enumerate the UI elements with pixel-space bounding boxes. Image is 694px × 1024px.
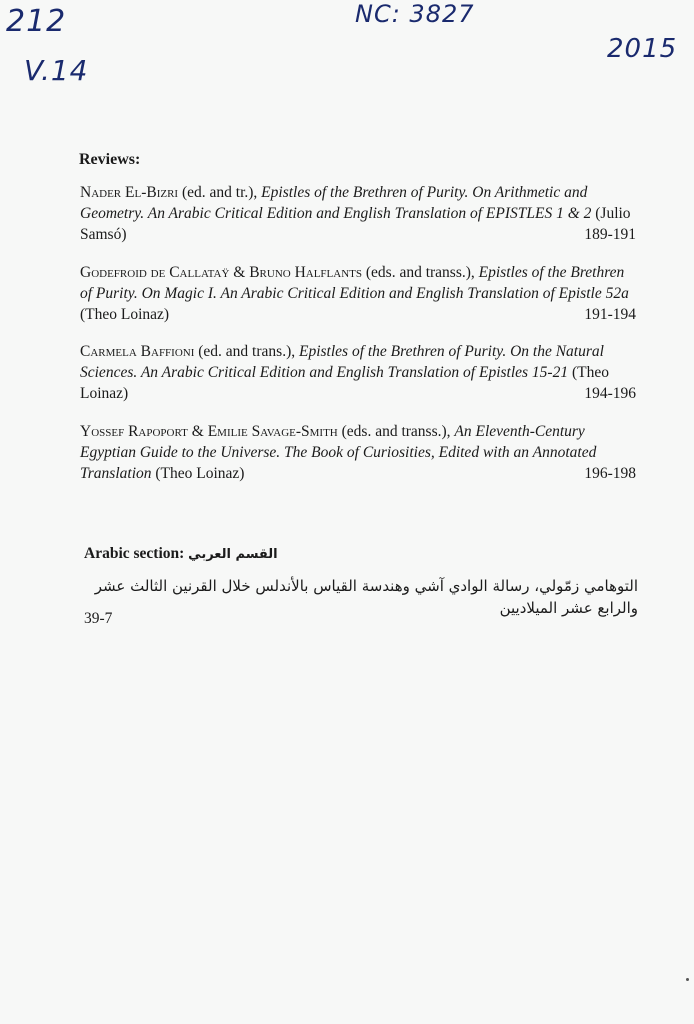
review-title: Epistles of the Brethren of Purity. On Arithmetic and Geometry. An Arabic Critical Edition and English Translation of EPISTLES 1 & 2 bbox=[80, 184, 592, 222]
review-author: Godefroid de Callataÿ & Bruno Halflants bbox=[80, 264, 362, 281]
review-role: (ed. and tr.), bbox=[181, 184, 258, 201]
review-reviewer: (Theo Loinaz) bbox=[155, 465, 245, 482]
review-pages: 194-196 bbox=[584, 385, 636, 402]
review-entry bbox=[80, 341, 636, 404]
review-role: (eds. and transs.), bbox=[341, 423, 451, 440]
review-title: An Eleventh-Century Egyptian Guide to the Universe. The Book of Curiosities, Edited with an Annotated Translation bbox=[80, 423, 597, 482]
review-role: (ed. and trans.), bbox=[198, 343, 296, 360]
handwritten-year: 2015 bbox=[607, 34, 678, 64]
scan-speck bbox=[686, 978, 689, 981]
review-role: (eds. and transs.), bbox=[365, 264, 475, 281]
reviews-heading: Reviews: bbox=[79, 151, 141, 168]
review-title: Epistles of the Brethren of Purity. On Magic I. An Arabic Critical Edition and English Translation of Epistle 52a bbox=[80, 264, 629, 302]
review-author: Carmela Baffioni bbox=[80, 343, 195, 360]
review-reviewer: (Theo Loinaz) bbox=[80, 306, 170, 323]
review-entry bbox=[80, 421, 636, 484]
arabic-section-heading-en: Arabic section: bbox=[84, 545, 185, 562]
arabic-section-heading bbox=[84, 545, 278, 563]
review-entry bbox=[80, 262, 636, 325]
arabic-section-heading-ar: القسم العربي bbox=[188, 547, 278, 562]
review-author: Yossef Rapoport & Emilie Savage-Smith bbox=[80, 423, 338, 440]
arabic-entry: التوهامي زمّولي، رسالة الوادي آشي وهندسة القياس بالأندلس خلال القرنين الثالث عشر والرابع عشر الميلاديين bbox=[94, 577, 638, 617]
review-pages: 191-194 bbox=[584, 306, 636, 323]
review-pages: 189-191 bbox=[584, 226, 636, 243]
handwritten-call-number: NC: 3827 bbox=[355, 0, 475, 28]
handwritten-number: 212 bbox=[6, 4, 67, 39]
arabic-entry-pages: 39-7 bbox=[84, 610, 113, 627]
handwritten-volume: V.14 bbox=[24, 54, 89, 87]
review-pages: 196-198 bbox=[584, 465, 636, 482]
review-author: Nader El-Bizri bbox=[80, 184, 179, 201]
review-title: Epistles of the Brethren of Purity. On the Natural Sciences. An Arabic Critical Edition and English Translation of Epistles 15-21 bbox=[80, 343, 604, 381]
review-entry bbox=[80, 182, 636, 245]
review-reviewer: (Theo Loinaz) bbox=[80, 364, 609, 402]
review-reviewer: (Julio Samsó) bbox=[80, 205, 631, 243]
